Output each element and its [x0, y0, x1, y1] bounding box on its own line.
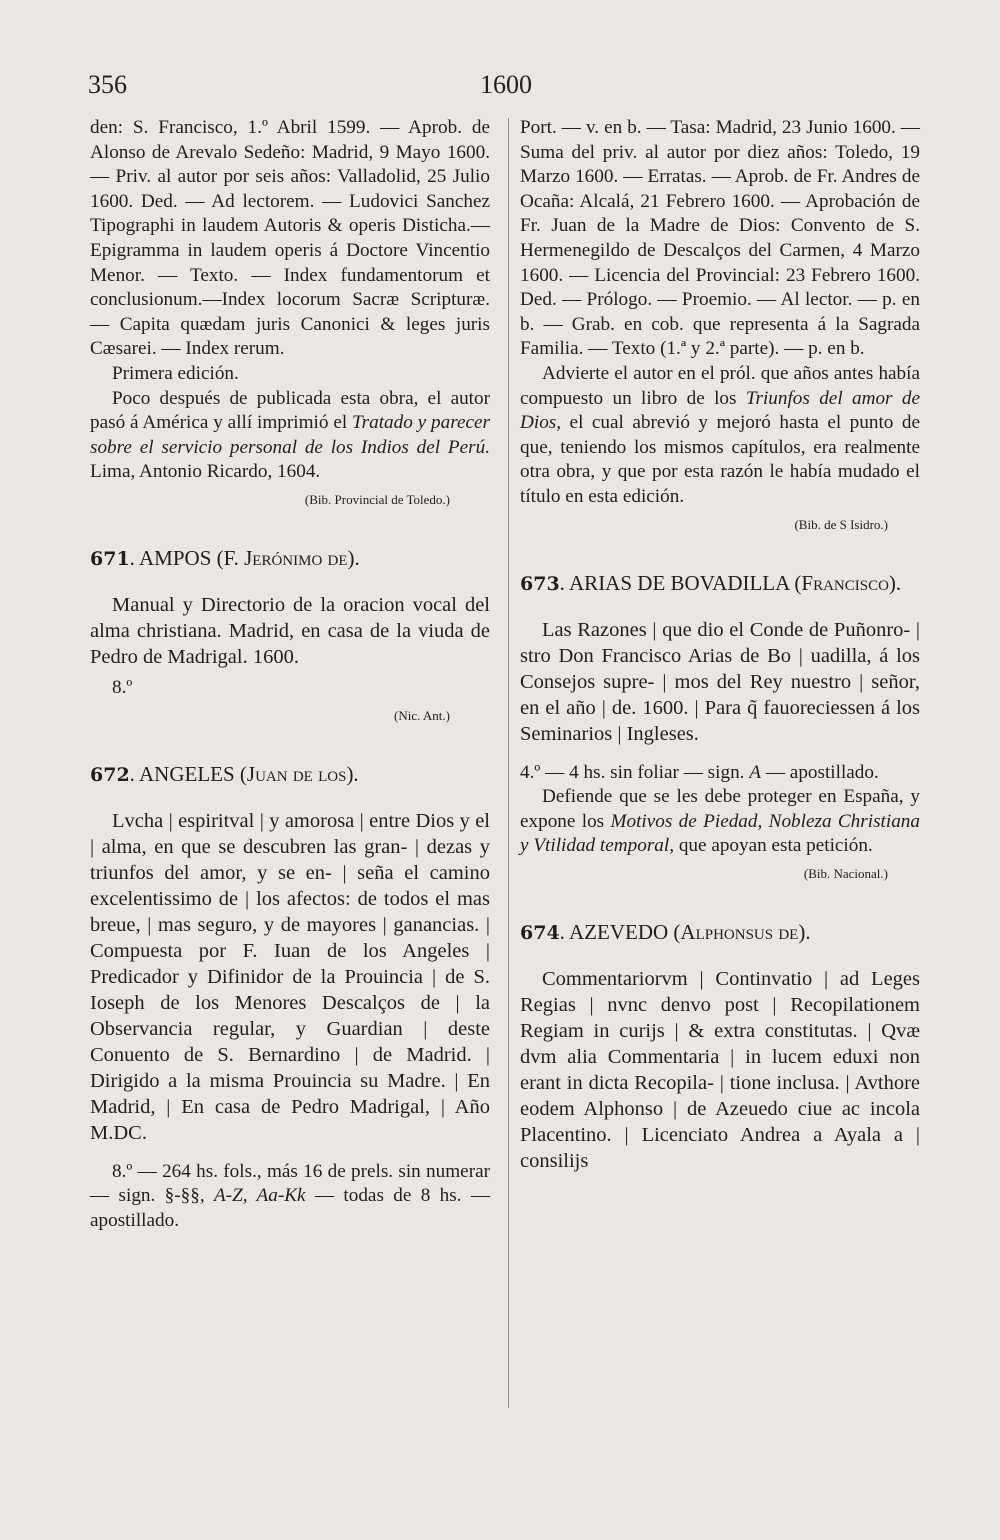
note-text-a: Poco después de publicada esta obra, el autor pasó á América y allí imprimió el [90, 387, 490, 434]
note-text-b: Lima, Antonio Ricardo, 1604. [90, 461, 321, 483]
entry-title: Las Razones | que dio el Conde de Puñonro- | stro Don Francisco Arias de Bo | uadilla, á los Consejos supre- | mos del Rey nuestro | señor, en el año | de. 1600. | Para q̃ fauoreciessen á los Seminarios | Ingleses. [520, 618, 920, 745]
entry-author: ARIAS DE BOVADILLA ( [569, 570, 802, 595]
entry-title: Commentariorvm | Continvatio | ad Leges Regias | nvnc denvo post | Recopilationem Regiam in curijs | & extra constitutas. | Qvæ dvm alia Commentaria | in lucem eduxi non erant in dicta Recopila- | tione inclusa. | Avthore eodem Alphonso | de Azeuedo ciue ac incola Placentino. | Licenciato Andrea a Ayala a | consilijs [520, 967, 920, 1172]
entry-author-given: Juan de los [246, 761, 347, 786]
entry-note [90, 387, 490, 485]
library-source: (Bib. Provincial de Toledo.) [304, 491, 450, 507]
right-column [520, 116, 920, 1174]
running-head [88, 70, 928, 110]
entry-author: AMPOS (F. [139, 545, 239, 570]
entry-author: AZEVEDO ( [569, 919, 681, 944]
note-italic-title: Triunfos del amor de Dios, [520, 387, 920, 434]
note-italic-title: Tratado y parecer sobre el servicio personal de los Indios del Perú. [90, 412, 490, 458]
entry-number: 673 [520, 572, 560, 595]
library-source: (Bib. Nacional.) [803, 865, 888, 881]
entry-author: ANGELES ( [139, 761, 247, 786]
entry-heading-672: 672. ANGELES (Juan de los). [90, 761, 359, 786]
entry-number: 672 [90, 763, 130, 786]
entry-title: Lvcha | espiritval | y amorosa | entre Dios y el | alma, en que se descubren las gran- | dezas y triunfos del amor, y se en- | seña el camino excelentissimo de | los afectos: de todos el mas breue, | mas seguro, y de mayores | ganancias. | Compuesta por F. Iuan de los Angeles | Predicador y Difinidor de la Prouincia | de S. Ioseph de los Menores Descalços de | la Observancia regular, y Guardian | deste Conuento de S. Bernardino | de Madrid. | Dirigido a la misma Prouincia su Madre. | En Madrid, | En casa de Pedro Madrigal, | Año M.DC. [90, 809, 490, 1144]
entry-continuation-text: Port. — v. en b. — Tasa: Madrid, 23 Junio 1600. — Suma del priv. al autor por diez años: Toledo, 19 Marzo 1600. — Erratas. — Aprob. de Fr. Andres de Ocaña: Alcalá, 21 Febrero 1600. — Aprobación de Fr. Juan de la Madre de Dios: Convento de S. Hermenegildo de Descalços del Carmen, 4 Marzo 1600. — Licencia del Provincial: 23 Febrero 1600. Ded. — Prólogo. — Proemio. — Al lector. — p. en b. — Grab. en cob. que representa á la Sagrada Familia. — Texto (1.ª y 2.ª parte). — p. en b. [520, 117, 920, 360]
note-italic-title: Motivos de Piedad, Nobleza Christiana y Vtilidad temporal, [520, 810, 920, 857]
entry-note: Advierte el autor en el pról. que años antes había compuesto un libro de los Triunfos del amor de Dios, el cual abrevió y mejoró hasta el punto de que, teniendo los mismos capítulos, era realmente otra obra, y que por esta razón le había mudado el título en esta edición. [520, 362, 920, 507]
entry-format: 8.º — 264 hs. fols., más 16 de prels. sin numerar — sign. §-§§, A-Z, Aa-Kk — todas de 8 hs. — apostillado. [90, 1160, 491, 1231]
entry-format: 8.º [112, 676, 133, 698]
entry-number: 671 [90, 547, 130, 570]
entry-title: Manual y Directorio de la oracion vocal del alma christiana. Madrid, en casa de la viuda de Pedro de Madrigal. 1600. [90, 593, 490, 668]
entry-heading-674: 674. AZEVEDO (Alphonsus de). [520, 919, 811, 944]
entry-heading-673: 673. ARIAS DE BOVADILLA (Francisco). [520, 570, 902, 595]
entry-author-given: Alphonsus de [680, 919, 799, 944]
library-source: (Bib. de S Isidro.) [794, 516, 888, 532]
edition-note: Primera edición. [112, 362, 239, 384]
signature-range: A-Z, Aa-Kk [213, 1185, 306, 1207]
entry-author-given: Jerónimo de [244, 545, 348, 570]
entry-number: 674 [520, 921, 560, 944]
page-number: 356 [88, 70, 127, 99]
entry-note: Defiende que se les debe proteger en España, y expone los Motivos de Piedad, Nobleza Christiana y Vtilidad temporal, que apoyan esta petición. [520, 786, 920, 857]
column-divider [508, 118, 509, 1408]
library-source: (Nic. Ant.) [394, 707, 450, 723]
left-column [90, 116, 490, 1233]
entry-heading-671: 671. AMPOS (F. Jerónimo de). [90, 545, 360, 570]
running-year: 1600 [480, 70, 532, 99]
entry-author-given: Francisco [801, 570, 889, 595]
entry-format: 4.º — 4 hs. sin foliar — sign. A — apostillado. [520, 761, 879, 783]
entry-continuation-text: den: S. Francisco, 1.º Abril 1599. — Aprob. de Alonso de Arevalo Sedeño: Madrid, 9 Mayo 1600. — Priv. al autor por seis años: Valladolid, 25 Julio 1600. Ded. — Ad lectorem. — Ludovici Sanchez Tipographi in laudem Autoris & operis Disticha.—Epigramma in laudem operis á Doctore Vincentio Menor. — Texto. — Index fundamentorum et conclusionum.—Index locorum Sacræ Scripturæ. — Capita quædam juris Canonici & leges juris Cæsarei. — Index rerum. [90, 117, 490, 360]
